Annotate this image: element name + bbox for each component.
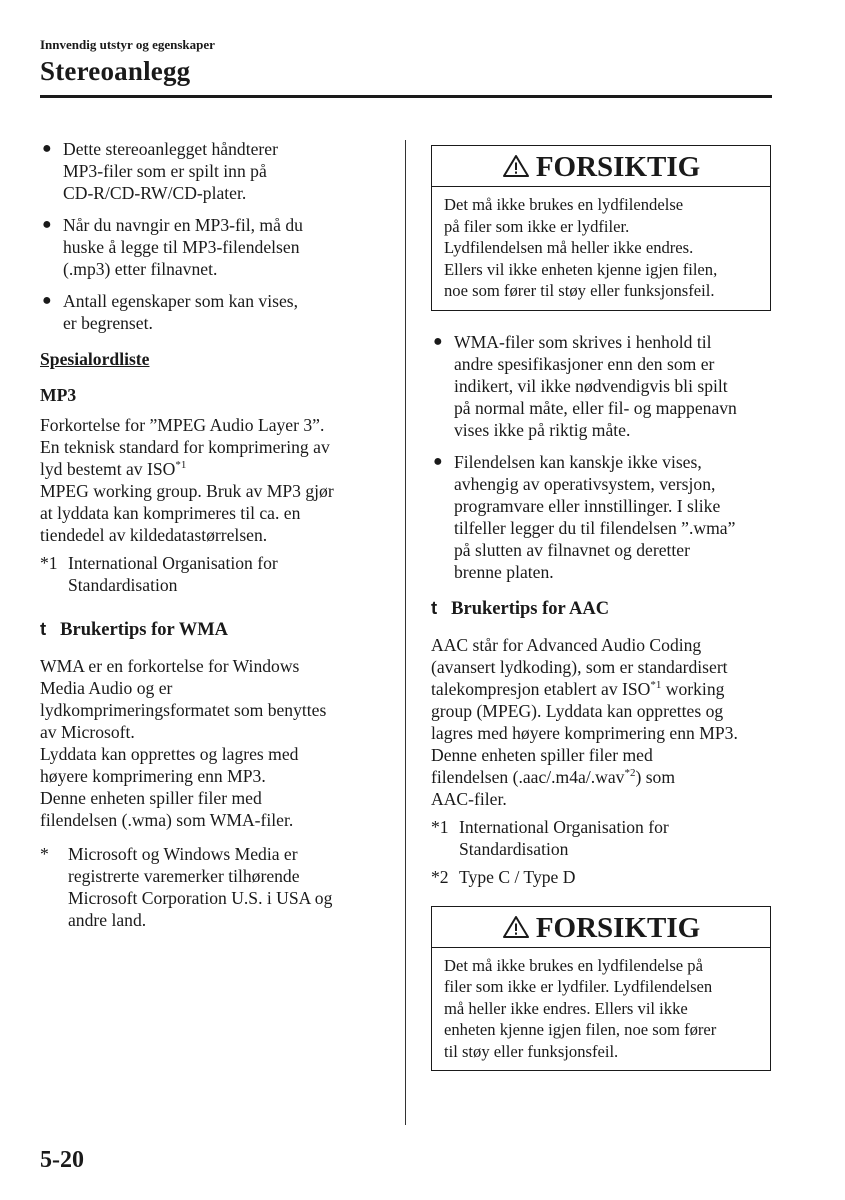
text-fragment: filendelsen (.aac/.m4a/.wav [431,766,625,787]
text-line: filendelsen (.wma) som WMA-filer. [40,810,294,830]
footnote-mark: * [40,844,49,864]
bullet-line: avhengig av operativsystem, versjon, [454,473,716,494]
text-line [431,766,771,788]
bullet-line: brenne platen. [454,561,554,582]
bullet-line: WMA-filer som skrives i henhold til [454,331,712,352]
bullet-line: CD-R/CD-RW/CD-plater. [63,183,247,203]
footnote-mark: *1 [40,553,58,573]
aac-heading [431,597,771,620]
right-column [431,145,771,1091]
text-fragment: ) som [635,766,676,787]
footnote-iso [40,552,375,596]
text-line: En teknisk standard for komprimering av [40,437,330,457]
bullet-line: på normal måte, eller fil- og mappenavn [454,397,737,418]
bullet-icon: ● [42,216,52,233]
text-line: Standardisation [68,575,178,595]
bullet-line: huske å legge til MP3-filendelsen [63,237,300,257]
column-divider [405,140,406,1125]
text-line: Lydfilendelsen må heller ikke endres. [444,238,694,257]
text-line: filer som ikke er lydfiler. Lydfilendelsen [444,977,713,996]
text-line [431,678,771,700]
mp3-term: MP3 [40,385,77,405]
page-number: 5-20 [40,1147,84,1173]
text-fragment: working [661,678,725,699]
footnote-mark: *1 [431,816,449,837]
bullet-item [40,214,375,280]
caution-box [431,145,771,311]
text-line: tiendedel av kildedatastørrelsen. [40,525,268,545]
text-line: WMA er en forkortelse for Windows [40,656,300,676]
heading-marker-icon: t [431,596,438,618]
bullet-icon: ● [42,140,52,157]
text-line: Lyddata kan opprettes og lagres med [40,744,299,764]
footnote-ref: *1 [175,459,187,472]
title-rule [40,95,772,98]
text-fragment: talekompresjon etablert av ISO [431,678,651,699]
bullet-item [40,290,375,334]
text-line: Standardisation [459,838,569,859]
bullet-line: på slutten av filnavnet og deretter [454,539,690,560]
text-line: Type C / Type D [459,866,576,887]
caution-header [432,907,770,948]
text-line: Det må ikke brukes en lydfilendelse på [444,955,703,975]
text-line: Microsoft og Windows Media er [68,844,298,864]
bullet-line: Antall egenskaper som kan vises, [63,291,299,311]
caution-title: FORSIKTIG [535,911,701,944]
bullet-line: MP3-filer som er spilt inn på [63,161,267,181]
text-line: av Microsoft. [40,722,135,742]
bullet-line: indikert, vil ikke nødvendigvis bli spilt [454,375,728,396]
text-line: noe som fører til støy eller funksjonsfeil. [444,281,715,300]
bullet-line: tilfeller legger du til filendelsen ”.wma” [454,517,736,538]
text-line: Denne enheten spiller filer med [40,788,262,808]
text-line: lydkomprimeringsformatet som benyttes [40,700,327,720]
bullet-line: programvare eller innstillinger. I slike [454,495,721,516]
caution-title: FORSIKTIG [535,151,701,183]
text-line: registrerte varemerker tilhørende [68,866,300,886]
bullet-line: (.mp3) etter filnavnet. [63,259,218,279]
trademark-note [40,843,375,931]
text-line: MPEG working group. Bruk av MP3 gjør [40,481,334,501]
glossary-heading: Spesialordliste [40,349,150,369]
heading-text: Brukertips for AAC [451,598,610,619]
text-line: på filer som ikke er lydfiler. [444,216,630,236]
text-line: Media Audio og er [40,678,173,698]
left-column [40,138,375,931]
text-line: Microsoft Corporation U.S. i USA og [68,888,333,908]
text-line: andre land. [68,910,147,930]
text-line: lagres med høyere komprimering enn MP3. [431,722,738,743]
bullet-icon: ● [42,292,52,309]
footnote-mark: *2 [431,866,449,887]
footnote-type [431,866,771,888]
text-line: AAC står for Advanced Audio Coding [431,634,702,655]
bullet-line: Dette stereoanlegget håndterer [63,139,278,159]
text-line: Denne enheten spiller filer med [431,744,653,765]
bullet-item [431,451,771,583]
caution-header [432,146,770,187]
text-line [40,458,375,480]
wma-bullet-list [431,331,771,583]
bullet-line: andre spesifikasjoner enn den som er [454,353,715,374]
page-title: Stereoanlegg [40,56,191,86]
heading-text: Brukertips for WMA [60,620,229,640]
wma-paragraph [40,655,375,831]
heading-marker-icon: t [40,618,47,639]
bullet-item [431,331,771,441]
text-line: Det må ikke brukes en lydfilendelse [444,195,684,214]
text-line: Ellers vil ikke enheten kjenne igjen filen, [444,259,718,279]
text-line: høyere komprimering enn MP3. [40,766,266,786]
mp3-definition [40,414,375,546]
text-line: at lyddata kan komprimeres til ca. en [40,503,301,523]
bullet-line: Filendelsen kan kanskje ikke vises, [454,451,702,472]
footnote-ref: *2 [624,766,636,779]
text-line: AAC-filer. [431,788,507,809]
text-line: (avansert lydkoding), som er standardisert [431,656,728,677]
bullet-line: Når du navngir en MP3-fil, må du [63,215,303,235]
caution-box [431,906,771,1072]
text-line: group (MPEG). Lyddata kan opprettes og [431,700,724,721]
text-line: International Organisation for [68,553,278,573]
text-fragment: lyd bestemt av ISO [40,459,176,479]
footnote-iso [431,816,771,860]
caution-body [432,187,770,310]
intro-bullet-list [40,138,375,334]
aac-paragraph [431,634,771,810]
text-line: må heller ikke endres. Ellers vil ikke [444,998,688,1018]
section-label: Innvendig utstyr og egenskaper [40,37,215,52]
text-line: til støy eller funksjonsfeil. [444,1041,619,1061]
bullet-icon: ● [433,452,443,470]
warning-triangle-icon [502,915,530,939]
bullet-item [40,138,375,204]
text-line: International Organisation for [459,816,669,837]
bullet-line: vises ikke på riktig måte. [454,419,631,440]
text-line: Forkortelse for ”MPEG Audio Layer 3”. [40,415,325,435]
caution-body [432,948,770,1071]
warning-triangle-icon [502,154,530,178]
footnote-ref: *1 [650,678,662,691]
bullet-line: er begrenset. [63,313,153,333]
wma-heading [40,618,375,641]
text-line: enheten kjenne igjen filen, noe som fører [444,1020,717,1039]
bullet-icon: ● [433,332,443,350]
